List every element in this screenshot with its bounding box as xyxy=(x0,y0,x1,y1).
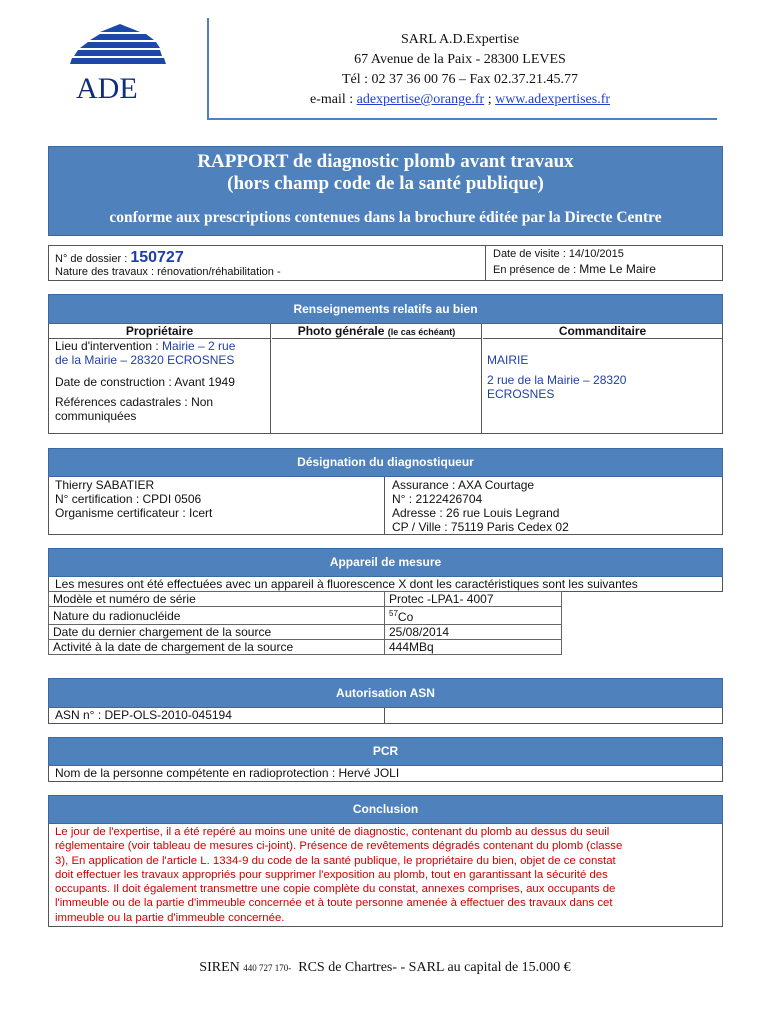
company-address: 67 Avenue de la Paix - 28300 LEVES xyxy=(354,52,566,67)
dossier-left xyxy=(49,246,486,280)
isotope-element: Co xyxy=(397,610,414,624)
pcr-person: Nom de la personne compétente en radioprotection : Hervé JOLI xyxy=(48,766,723,782)
appareil-label: Date du dernier chargement de la source xyxy=(49,625,385,640)
email-prefix: e-mail : xyxy=(309,92,357,107)
conclusion-section xyxy=(48,795,723,927)
pcr-header: PCR xyxy=(48,737,723,766)
insurance-number: N° : 2122426704 xyxy=(392,492,483,506)
appareil-value: 444MBq xyxy=(385,640,562,655)
client-name: MAIRIE xyxy=(487,353,529,367)
conclusion-text xyxy=(48,824,723,927)
works-nature: Nature des travaux : rénovation/réhabilitation - xyxy=(55,266,281,278)
report-title-line1: RAPPORT de diagnostic plomb avant travaux xyxy=(197,151,574,172)
isotope-mass: 57 xyxy=(389,609,398,618)
header-divider-horizontal xyxy=(207,118,717,120)
appareil-label: Nature du radionucléide xyxy=(49,607,385,625)
dossier-right xyxy=(487,246,722,280)
dossier-number: 150727 xyxy=(130,249,184,266)
company-name: SARL A.D.Expertise xyxy=(400,32,520,47)
contact-separator: ; xyxy=(484,92,496,107)
diagnostiqueur-right xyxy=(386,477,722,534)
client-address-2: ECROSNES xyxy=(487,387,555,401)
renseignements-header: Renseignements relatifs au bien xyxy=(48,294,723,324)
conclusion-line: doit effectuer les travaux appropriés pour supprimer l'exposition au plomb, tout en garantissant la sécurité des xyxy=(55,868,608,881)
appareil-value: 25/08/2014 xyxy=(385,625,562,640)
table-row xyxy=(49,625,724,640)
footer-rest: RCS de Chartres- - SARL au capital de 15.000 € xyxy=(291,960,571,975)
photo-column-note: (le cas échéant) xyxy=(387,327,456,337)
appareil-value xyxy=(385,607,562,625)
website-link[interactable]: www.adexpertises.fr xyxy=(495,92,611,107)
asn-section xyxy=(48,678,723,724)
conclusion-line: 3), En application de l'article L. 1334-9 du code de la santé publique, le propriétaire du bien, objet de ce constat xyxy=(55,854,616,867)
construction-date: Date de construction : Avant 1949 xyxy=(55,375,235,389)
appareil-label: Activité à la date de chargement de la source xyxy=(49,640,385,655)
photo-column-header: Photo générale xyxy=(297,324,385,338)
lieu-value-1: Mairie – 2 rue xyxy=(162,339,236,353)
insurance-address: Adresse : 26 rue Louis Legrand xyxy=(392,506,560,520)
table-row xyxy=(49,640,724,655)
diagnostiqueur-certification: N° certification : CPDI 0506 xyxy=(55,492,202,506)
client-column-header: Commanditaire xyxy=(483,324,722,339)
appareil-header: Appareil de mesure xyxy=(48,548,723,577)
company-contact-line xyxy=(210,90,710,110)
renseignements-section xyxy=(48,294,723,434)
email-link[interactable]: adexpertise@orange.fr xyxy=(356,92,485,107)
renseignements-body xyxy=(48,324,723,434)
cadastre-line-1: Références cadastrales : Non xyxy=(55,395,214,409)
diagnostiqueur-header: Désignation du diagnostiqueur xyxy=(48,448,723,477)
table-row xyxy=(49,592,724,607)
footer-siren-value: 440 727 170- xyxy=(243,963,292,973)
company-logo xyxy=(60,22,170,106)
conclusion-line: occupants. Il doit également transmettre une copie complète du constat, annexes comprises, aux occupants de xyxy=(55,883,616,896)
pcr-section xyxy=(48,737,723,782)
company-info xyxy=(210,30,710,110)
diagnostiqueur-section xyxy=(48,448,723,535)
dossier-label: N° de dossier : xyxy=(55,253,131,265)
header-divider-vertical xyxy=(207,18,209,118)
report-title-banner xyxy=(48,146,723,236)
client-address-1: 2 rue de la Mairie – 28320 xyxy=(487,373,627,387)
diagnostiqueur-organisme: Organisme certificateur : Icert xyxy=(55,506,213,520)
presence-value: Mme Le Maire xyxy=(579,262,656,276)
owner-column xyxy=(49,324,271,433)
photo-column xyxy=(272,324,482,433)
lieu-value-2: de la Mairie – 28320 ECROSNES xyxy=(55,353,235,367)
appareil-section xyxy=(48,548,723,655)
conclusion-line: Le jour de l'expertise, il a été repéré au moins une unité de diagnostic, contenant du plomb au dessus du seuil xyxy=(55,826,610,838)
footer-siren-label: SIREN xyxy=(199,960,244,975)
asn-body xyxy=(48,708,723,724)
conclusion-line: réglementaire (voir tableau de mesures ci-joint). Présence de revêtements dégradés contenant du plomb (classe xyxy=(55,840,623,853)
cadastre-line-2: communiquées xyxy=(55,409,137,423)
report-subtitle: conforme aux prescriptions contenues dans la brochure éditée par la Directe Centre xyxy=(109,209,662,226)
report-title-line2: (hors champ code de la santé publique) xyxy=(227,173,544,194)
diagnostiqueur-body xyxy=(48,477,723,535)
diagnostiqueur-name: Thierry SABATIER xyxy=(55,478,155,492)
appareil-label: Modèle et numéro de série xyxy=(49,592,385,607)
presence-label: En présence de : xyxy=(493,264,580,276)
dossier-box xyxy=(48,245,723,281)
table-row xyxy=(49,607,724,625)
appareil-value: Protec -LPA1- 4007 xyxy=(385,592,562,607)
client-column xyxy=(483,324,722,433)
appareil-table xyxy=(48,591,723,655)
company-phone: Tél : 02 37 36 00 76 – Fax 02.37.21.45.77 xyxy=(341,72,579,87)
insurance: Assurance : AXA Courtage xyxy=(392,478,535,492)
diagnostiqueur-left xyxy=(49,477,385,534)
conclusion-header: Conclusion xyxy=(48,795,723,824)
insurance-city: CP / Ville : 75119 Paris Cedex 02 xyxy=(392,520,569,534)
owner-column-header: Propriétaire xyxy=(49,324,270,339)
conclusion-line: l'immeuble ou de la partie d'immeuble concernée et à toute personne amenée à effectuer des travaux dans cet xyxy=(55,897,613,910)
appareil-intro: Les mesures ont été effectuées avec un appareil à fluorescence X dont les caractéristiques sont les suivantes xyxy=(48,577,723,592)
lieu-label: Lieu d'intervention : xyxy=(55,339,163,353)
asn-number: ASN n° : DEP-OLS-2010-045194 xyxy=(49,708,385,723)
page-footer xyxy=(0,960,770,976)
conclusion-line: immeuble ou la partie d'immeuble concernée. xyxy=(55,911,285,924)
visit-date: Date de visite : 14/10/2015 xyxy=(493,248,624,260)
logo-text: ADE xyxy=(76,72,138,105)
asn-header: Autorisation ASN xyxy=(48,678,723,708)
